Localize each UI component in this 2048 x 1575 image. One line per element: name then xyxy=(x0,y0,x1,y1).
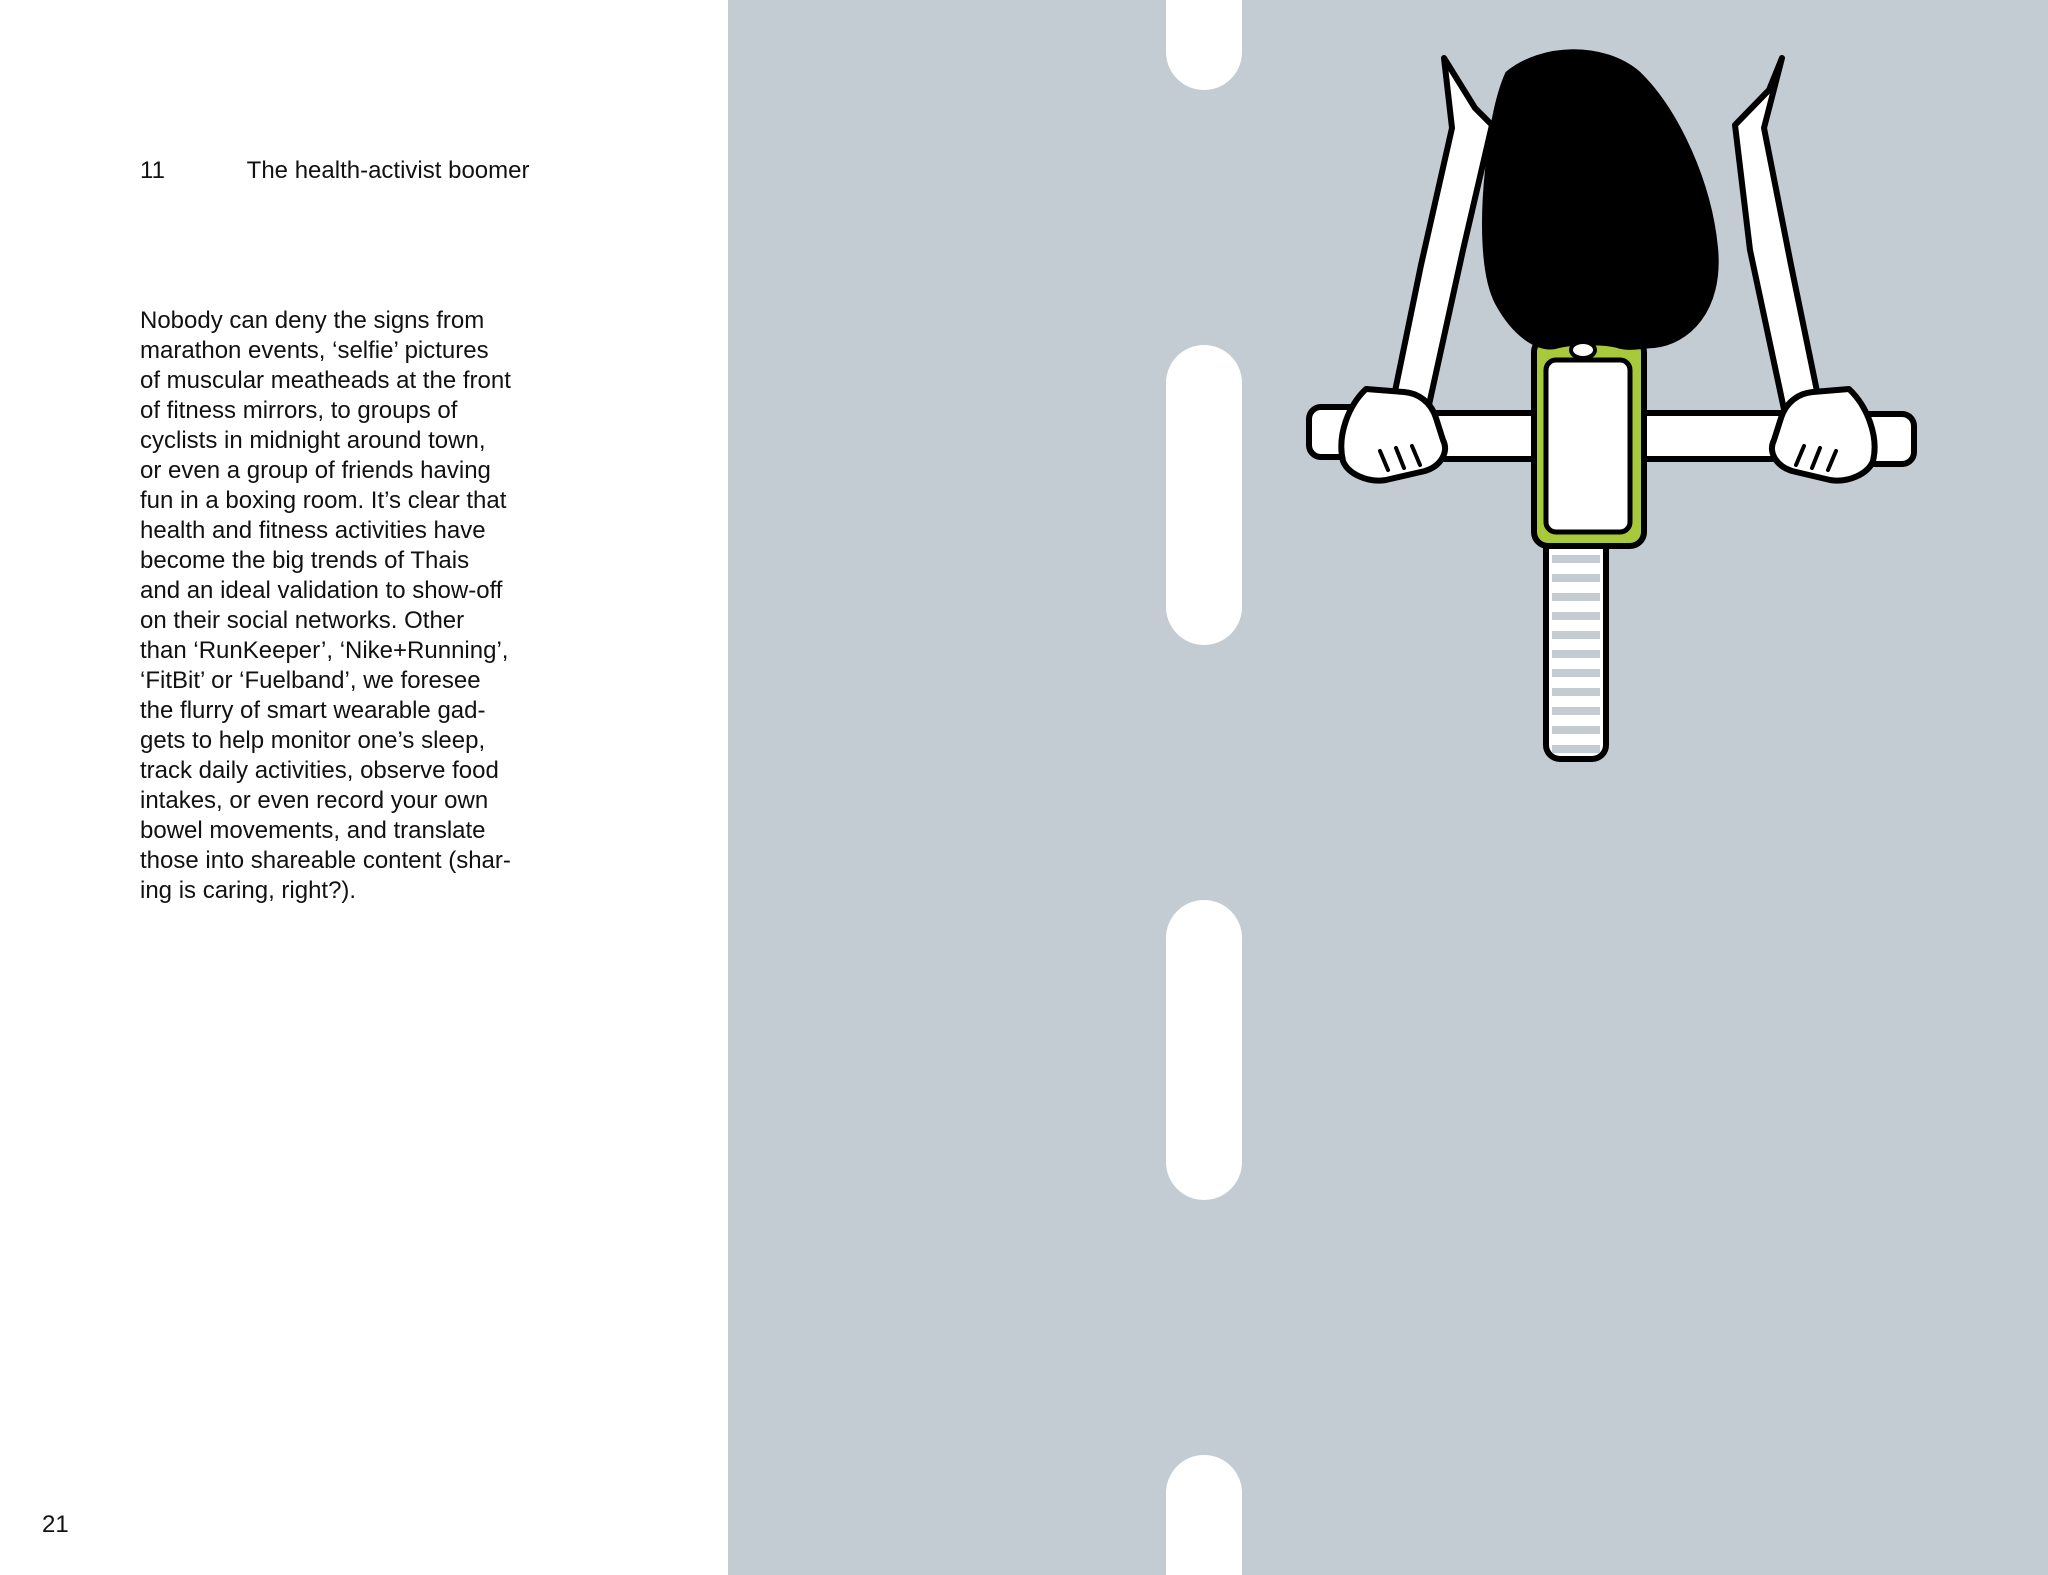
page-number: 21 xyxy=(42,1511,69,1538)
right-hand xyxy=(1772,389,1875,481)
seat-post xyxy=(1546,533,1606,759)
lane-marking xyxy=(1166,345,1242,645)
body-line: become the big trends of Thais xyxy=(140,547,470,574)
body-line: Nobody can deny the signs from xyxy=(140,307,485,334)
lane-marking xyxy=(1166,1455,1242,1575)
chapter-heading xyxy=(140,156,529,186)
lane-marking xyxy=(1166,900,1242,1200)
body-line: and an ideal validation to show-off xyxy=(140,577,503,604)
body-paragraph xyxy=(140,306,560,906)
nose-tip xyxy=(1571,342,1595,358)
body-line: gets to help monitor one’s sleep, xyxy=(140,727,486,754)
body-line: intakes, or even record your own xyxy=(140,787,489,814)
text-page xyxy=(0,0,728,1575)
body-line: of fitness mirrors, to groups of xyxy=(140,397,458,424)
body-line: than ‘RunKeeper’, ‘Nike+Running’, xyxy=(140,637,509,664)
phone-screen xyxy=(1546,360,1630,532)
body-line: the flurry of smart wearable gad- xyxy=(140,697,486,724)
road-surface xyxy=(728,0,2048,1575)
body-line: or even a group of friends having xyxy=(140,457,491,484)
cyclist-road-illustration xyxy=(728,0,2048,1575)
body-line: ing is caring, right?). xyxy=(140,877,357,904)
body-line: ‘FitBit’ or ‘Fuelband’, we foresee xyxy=(140,667,481,694)
body-line: marathon events, ‘selfie’ pictures xyxy=(140,337,489,364)
illustration-svg xyxy=(728,0,2048,1575)
body-line: on their social networks. Other xyxy=(140,607,465,634)
body-line: of muscular meatheads at the front xyxy=(140,367,511,394)
body-line: fun in a boxing room. It’s clear that xyxy=(140,487,507,514)
body-line: track daily activities, observe food xyxy=(140,757,499,784)
body-line: those into shareable content (shar- xyxy=(140,847,511,874)
body-line: health and fitness activities have xyxy=(140,517,486,544)
body-line: bowel movements, and translate xyxy=(140,817,486,844)
chapter-title: The health-activist boomer xyxy=(246,157,530,184)
chapter-number: 11 xyxy=(140,157,165,184)
lane-marking xyxy=(1166,0,1242,90)
left-hand xyxy=(1341,389,1445,481)
body-line: cyclists in midnight around town, xyxy=(140,427,486,454)
